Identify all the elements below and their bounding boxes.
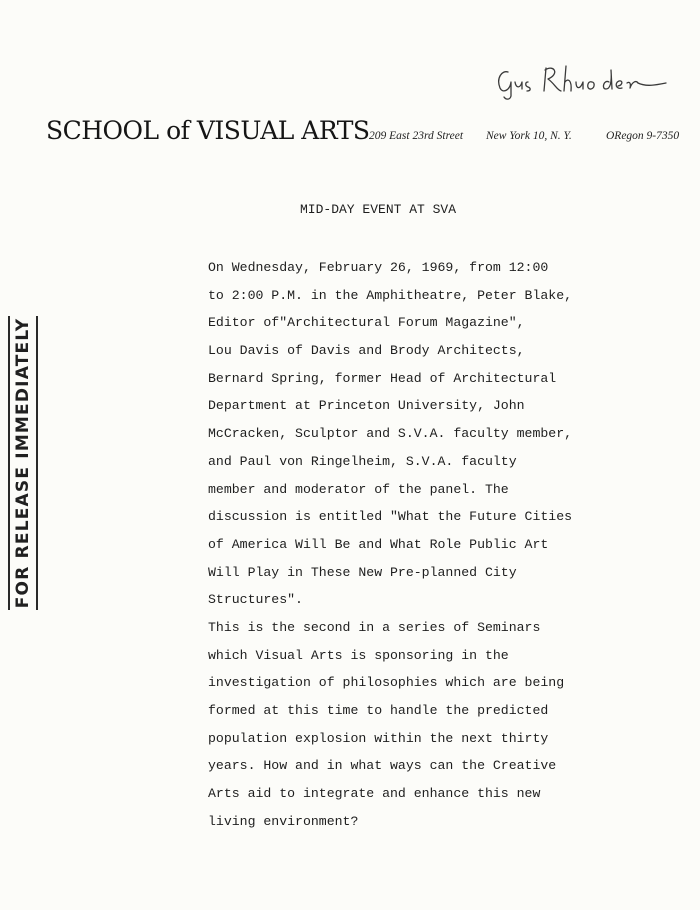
body-line: which Visual Arts is sponsoring in the xyxy=(208,647,509,663)
body-line: McCracken, Sculptor and S.V.A. faculty member, xyxy=(208,426,573,442)
body-text xyxy=(208,254,688,835)
body-line: to 2:00 P.M. in the Amphitheatre, Peter Blake, xyxy=(208,287,573,303)
body-line: Will Play in These New Pre-planned City xyxy=(208,564,517,580)
school-name: SCHOOL of VISUAL ARTS xyxy=(46,116,370,145)
body-line: member and moderator of the panel. The xyxy=(208,481,509,497)
city-address: New York 10, N. Y. xyxy=(486,130,572,142)
body-line: of America Will Be and What Role Public Art xyxy=(208,536,549,552)
body-line: Editor of"Architectural Forum Magazine", xyxy=(208,315,525,331)
body-line: living environment? xyxy=(208,813,359,829)
body-line: discussion is entitled "What the Future Cities xyxy=(208,509,573,525)
street-address: 209 East 23rd Street xyxy=(369,130,464,142)
letterhead xyxy=(46,116,691,150)
body-line: Structures". xyxy=(208,592,303,608)
body-line: This is the second in a series of Seminars xyxy=(208,619,541,635)
release-stamp-text: FOR RELEASE IMMEDIATELY xyxy=(8,316,38,610)
body-line: and Paul von Ringelheim, S.V.A. faculty xyxy=(208,453,517,469)
handwritten-signature xyxy=(494,58,670,102)
body-line: years. How and in what ways can the Creative xyxy=(208,758,557,774)
body-line: investigation of philosophies which are being xyxy=(208,675,565,691)
body-line: Department at Princeton University, John xyxy=(208,398,525,414)
body-line: population explosion within the next thirty xyxy=(208,730,549,746)
body-line: Bernard Spring, former Head of Architectural xyxy=(208,370,557,386)
body-line: On Wednesday, February 26, 1969, from 12:00 xyxy=(208,260,549,275)
body-line: Lou Davis of Davis and Brody Architects, xyxy=(208,343,525,359)
body-line: Arts aid to integrate and enhance this new xyxy=(208,786,541,802)
document-title: MID-DAY EVENT AT SVA xyxy=(300,202,457,217)
phone-number: ORegon 9-7350 xyxy=(606,130,680,142)
body-line: formed at this time to handle the predicted xyxy=(208,703,549,718)
release-stamp xyxy=(8,316,38,610)
